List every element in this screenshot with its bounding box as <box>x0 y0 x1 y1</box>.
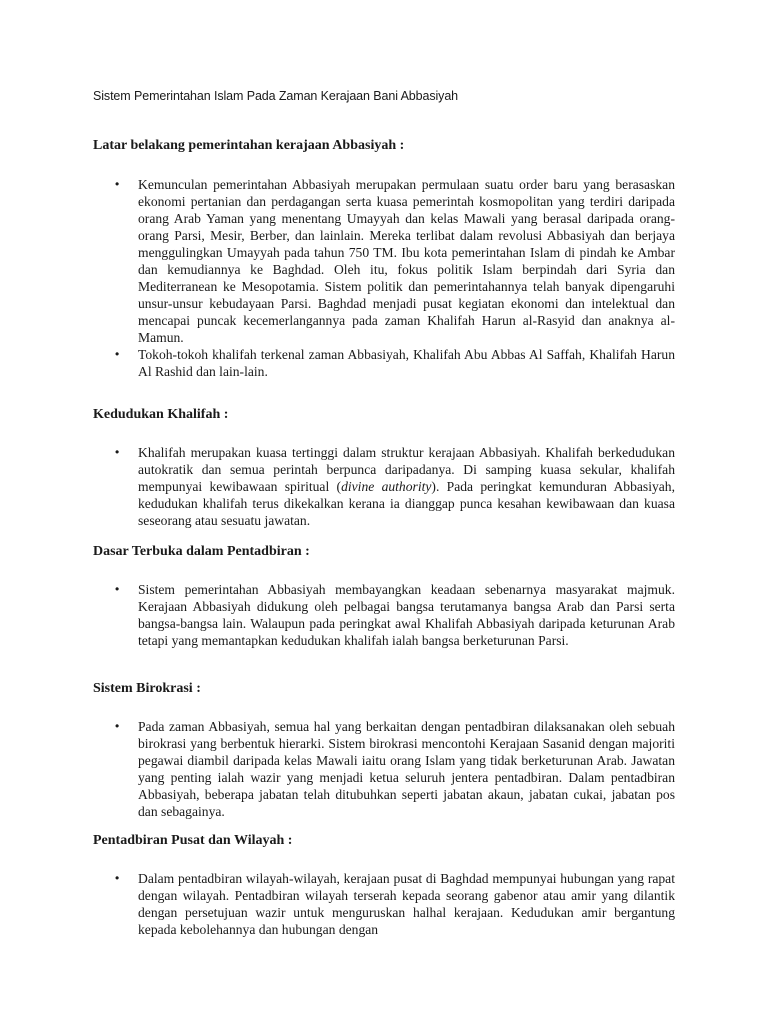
bullet-list <box>93 870 675 938</box>
bullet-list <box>93 718 675 820</box>
bullet-list <box>93 176 675 380</box>
bullet-icon: • <box>115 582 120 596</box>
list-item <box>93 718 675 820</box>
list-item <box>93 581 675 649</box>
bullet-text: Sistem pemerintahan Abbasiyah membayangkan keadaan sebenarnya masyarakat majmuk. Kerajaan Abbasiyah didukung oleh pelbagai bangsa terutamanya bangsa Arab dan Parsi serta bangsa-bangsa lain. Walaupun pada peringkat awal Khalifah Abbasiyah daripada keturunan Arab tetapi yang memantapkan kedudukan khalifah ialah bangsa berketurunan Parsi. <box>138 582 675 648</box>
bullet-text: Kemunculan pemerintahan Abbasiyah merupakan permulaan suatu order baru yang berasaskan ekonomi pertanian dan perdagangan serta kuasa pemerintah kosmopolitan yang terdiri daripada orang Arab Yaman yang menentang Umayyah dan kelas Mawali yang berasal daripada orang-orang Parsi, Mesir, Berber, dan lainlain. Mereka terlibat dalam revolusi Abbasiyah dan berjaya menggulingkan Umayyah pada tahun 750 TM. Ibu kota pemerintahan Islam di pindah ke Ambar dan kemudiannya ke Baghdad. Oleh itu, fokus politik Islam berpindah dari Syria dan Mediterranean ke Mesopotamia. Sistem politik dan pemerintahannya telah banyak dipengaruhi unsur-unsur kebudayaan Parsi. Baghdad menjadi pusat kegiatan ekonomi dan intelektual dan mencapai puncak kecemerlangannya pada zaman Khalifah Harun al-Rasyid dan anaknya al-Mamun. <box>138 177 675 345</box>
bullet-icon: • <box>115 871 120 885</box>
bullet-text: Pada zaman Abbasiyah, semua hal yang berkaitan dengan pentadbiran dilaksanakan oleh sebuah birokrasi yang berbentuk hierarki. Sistem birokrasi mencontohi Kerajaan Sasanid dengan majoriti pegawai diambil daripada kelas Mawali iaitu orang Islam yang tidak berketurunan Arab. Jawatan yang penting ialah wazir yang menjadi ketua seluruh jentera pentadbiran. Dalam pentadbiran Abbasiyah, beberapa jabatan telah ditubuhkan seperti jabatan akaun, jabatan cukai, jabatan pos dan sebagainya. <box>138 719 675 819</box>
bullet-icon: • <box>115 347 120 361</box>
bullet-list <box>93 444 675 529</box>
section-kedudukan-khalifah <box>93 407 675 529</box>
section-sistem-birokrasi <box>93 681 675 820</box>
list-item <box>93 870 675 938</box>
section-heading: Sistem Birokrasi : <box>93 681 201 696</box>
section-latar-belakang <box>93 138 675 380</box>
list-item <box>93 346 675 380</box>
list-item <box>93 176 675 346</box>
section-pentadbiran-pusat <box>93 833 675 938</box>
bullet-list <box>93 581 675 649</box>
section-heading: Kedudukan Khalifah : <box>93 407 229 422</box>
bullet-icon: • <box>115 445 120 459</box>
bullet-text-part: Khalifah merupakan kuasa tertinggi dalam struktur kerajaan Abbasiyah. Khalifah berkedudukan autokratik dan semua perintah berpunca daripadanya. Di samping kuasa sekular, khalifah mempunyai kewibawaan spiritual ( <box>138 445 675 494</box>
bullet-text: Dalam pentadbiran wilayah-wilayah, kerajaan pusat di Baghdad mempunyai hubungan yang rapat dengan wilayah. Pentadbiran wilayah terserah kepada seorang gabenor atau amir yang dilantik dengan persetujuan wazir untuk menguruskan halhal kerajaan. Kedudukan amir bergantung kepada kebolehannya dan hubungan dengan <box>138 871 675 937</box>
bullet-text-part: ). Pada peringkat kemunduran Abbasiyah, kedudukan khalifah terus dikekalkan kerana ia dianggap punca kesahan kewibawaan dan kuasa seseorang atau sesuatu jawatan. <box>138 479 675 528</box>
section-heading: Dasar Terbuka dalam Pentadbiran : <box>93 544 310 559</box>
section-dasar-terbuka <box>93 544 675 649</box>
bullet-icon: • <box>115 177 120 191</box>
list-item <box>93 444 675 529</box>
bullet-text-italic: divine authority <box>341 479 432 494</box>
document-title: Sistem Pemerintahan Islam Pada Zaman Kerajaan Bani Abbasiyah <box>93 89 459 103</box>
section-heading: Pentadbiran Pusat dan Wilayah : <box>93 833 293 848</box>
bullet-icon: • <box>115 719 120 733</box>
bullet-text: Tokoh-tokoh khalifah terkenal zaman Abbasiyah, Khalifah Abu Abbas Al Saffah, Khalifah Harun Al Rashid dan lain-lain. <box>138 347 675 379</box>
section-heading: Latar belakang pemerintahan kerajaan Abbasiyah : <box>93 138 405 153</box>
